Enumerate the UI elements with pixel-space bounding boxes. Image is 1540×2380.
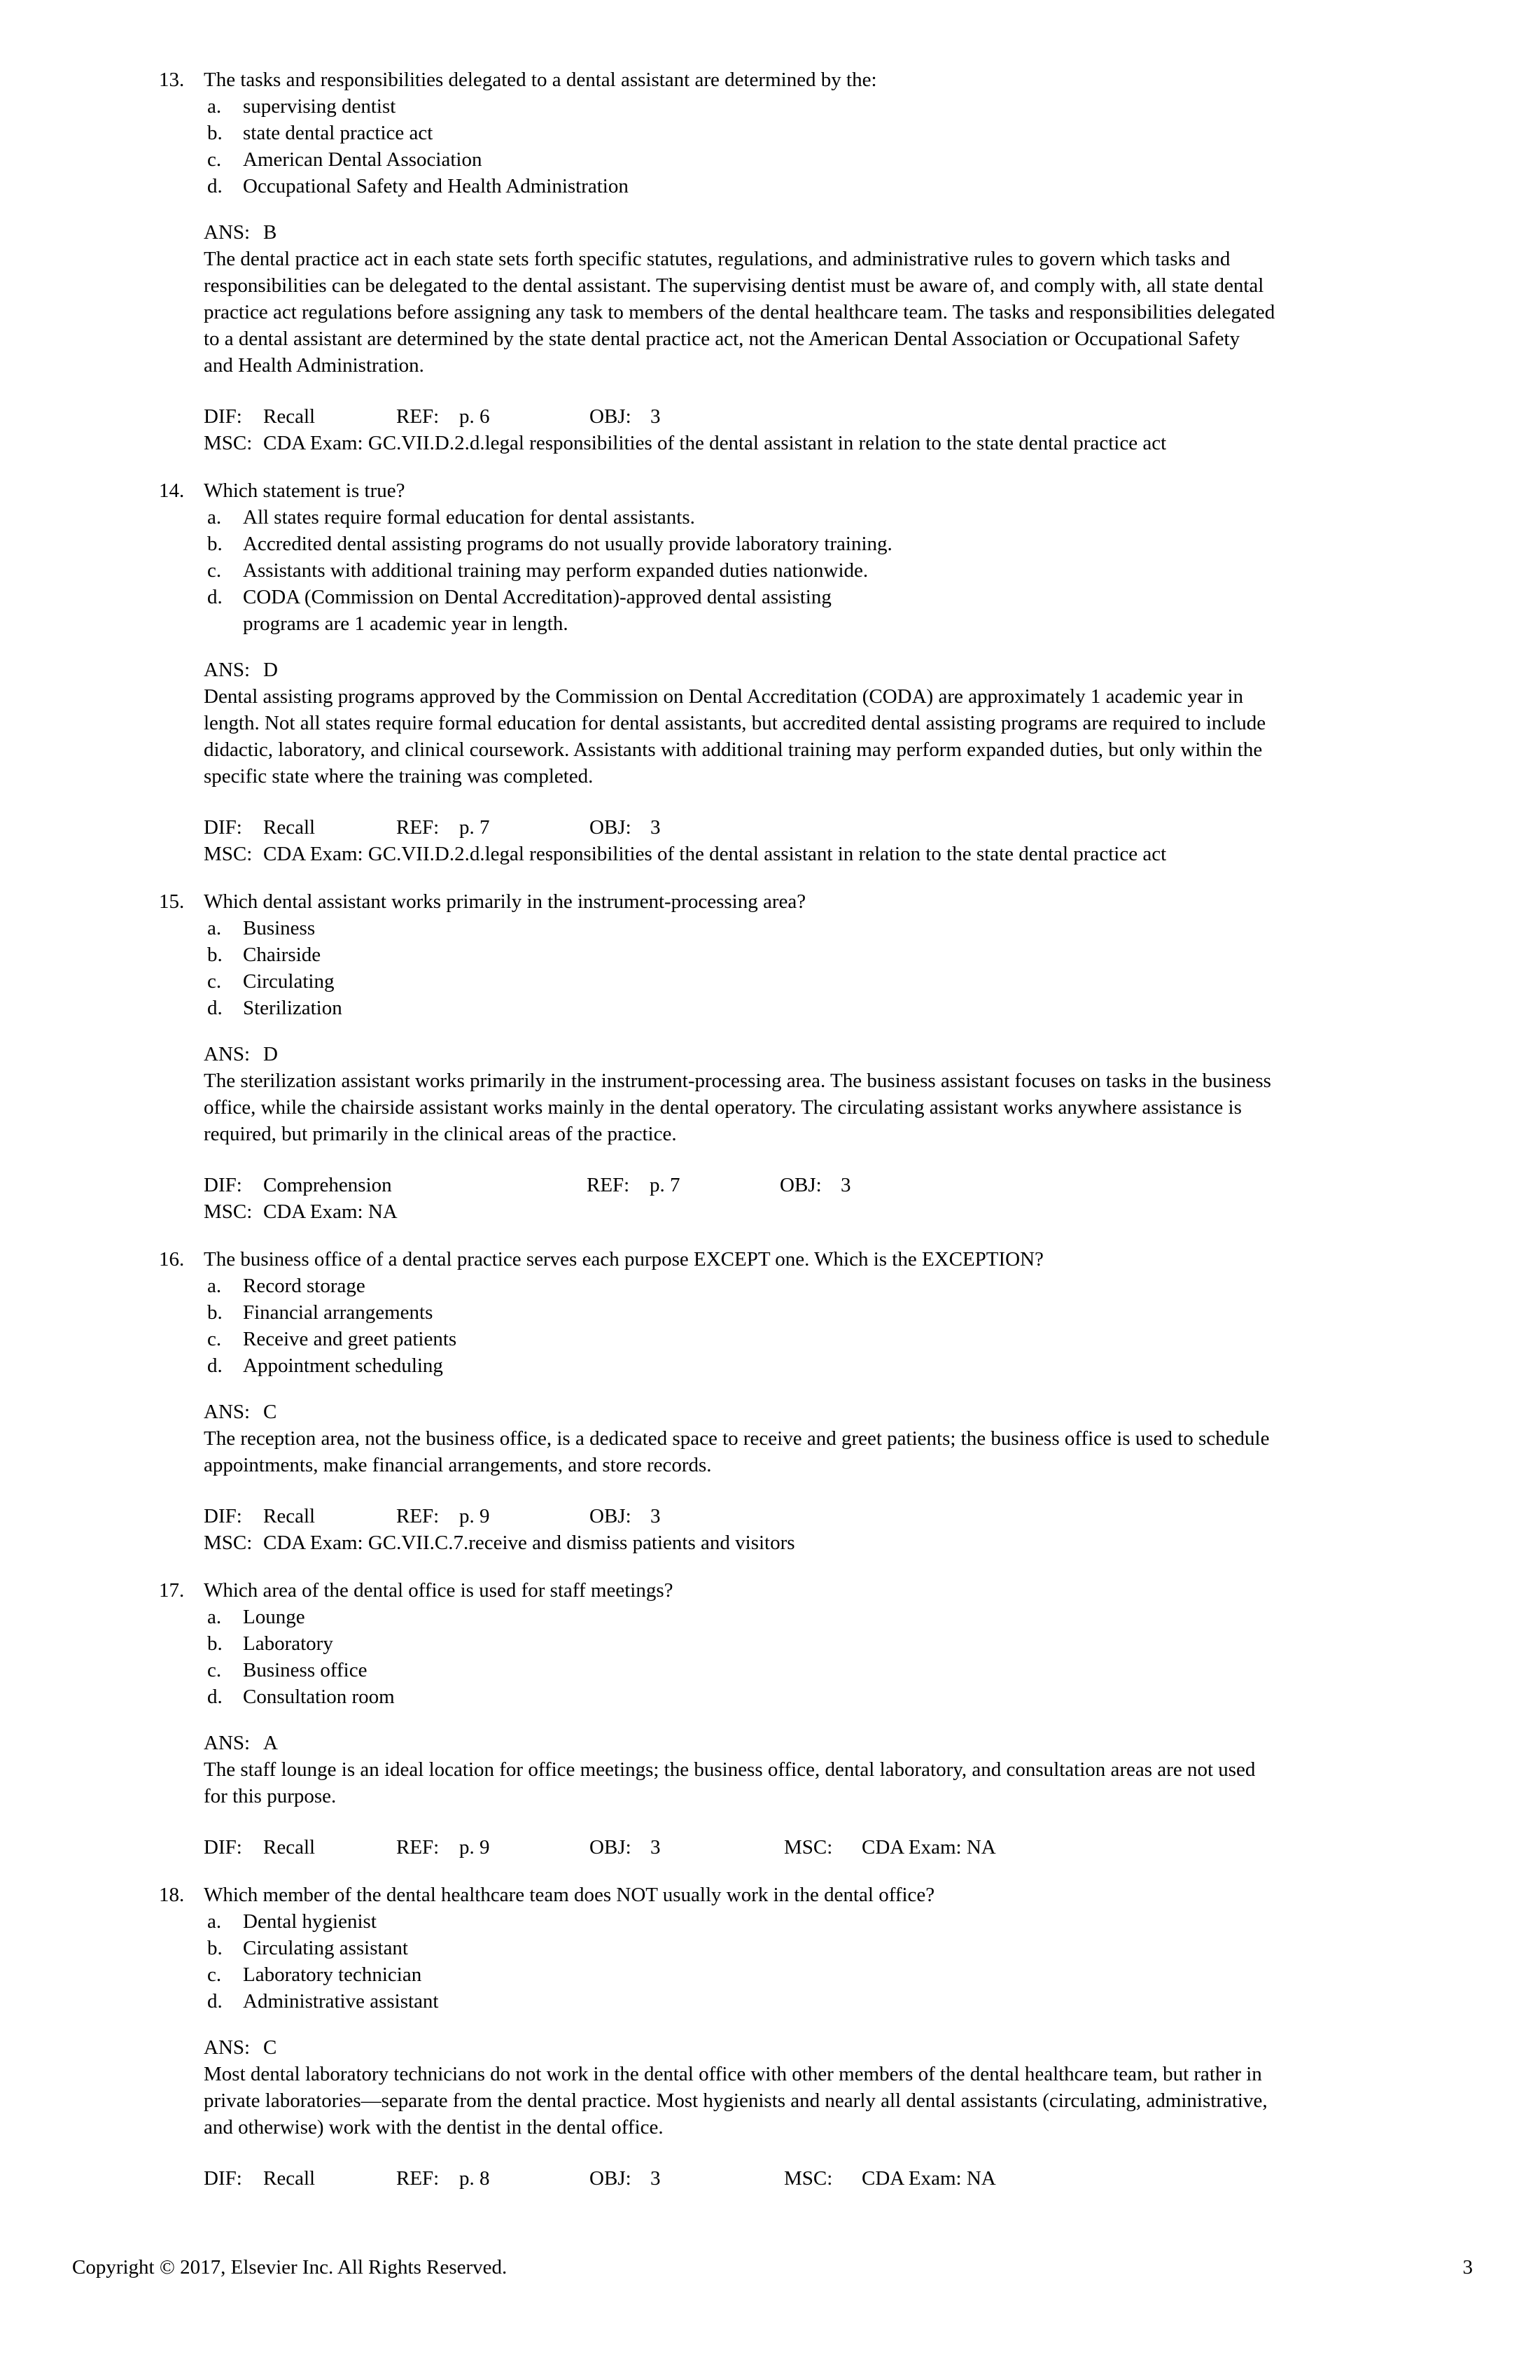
answer-value: D <box>263 1043 278 1065</box>
question-line <box>159 1882 1478 1908</box>
dif-line <box>204 403 1478 430</box>
question-text: Which dental assistant works primarily in the instrument-processing area? <box>204 890 806 913</box>
explanation-line: appointments, make financial arrangements, and store records. <box>204 1454 712 1476</box>
option-text: state dental practice act <box>243 122 433 144</box>
option-text: Business office <box>243 1659 368 1681</box>
question-number: 18. <box>159 1884 185 1906</box>
explanation-line: The sterilization assistant works primarily in the instrument-processing area. The business assistant focuses on tasks in the business <box>204 1070 1271 1092</box>
option-text: Assistants with additional training may perform expanded duties nationwide. <box>243 559 869 582</box>
dif-value: Recall <box>263 405 316 428</box>
option-letter: d. <box>207 175 223 197</box>
dif-value: Recall <box>263 2167 316 2190</box>
msc-value: CDA Exam: NA <box>263 1200 398 1223</box>
explanation-line: didactic, laboratory, and clinical coursework. Assistants with additional training may perform expanded duties, but only within the <box>204 738 1263 761</box>
option-letter: c. <box>207 1659 222 1681</box>
option-text: Consultation room <box>243 1686 395 1708</box>
question-line <box>159 66 1478 93</box>
obj-value: 3 <box>650 405 661 428</box>
page-content <box>159 66 1478 2213</box>
explanation-line: and Health Administration. <box>204 354 424 377</box>
msc-line <box>204 1198 1478 1225</box>
question-line <box>159 1246 1478 1273</box>
question-16 <box>159 1246 1478 1556</box>
msc-line <box>204 430 1478 456</box>
option-continuation: programs are 1 academic year in length. <box>243 612 568 635</box>
answer-line <box>204 219 1478 246</box>
explanation-line: specific state where the training was completed. <box>204 765 594 788</box>
option-text: Chairside <box>243 944 321 966</box>
option-text: Accredited dental assisting programs do not usually provide laboratory training. <box>243 533 892 555</box>
option-letter: a. <box>207 917 222 939</box>
ref-label: REF: <box>396 2167 440 2190</box>
question-text: Which statement is true? <box>204 479 405 502</box>
option-letter: d. <box>207 997 223 1019</box>
answer-label: ANS: <box>204 2036 251 2059</box>
question-text: Which area of the dental office is used for staff meetings? <box>204 1579 673 1602</box>
option-letter: d. <box>207 1686 223 1708</box>
obj-value: 3 <box>841 1174 851 1196</box>
option-letter: c. <box>207 1963 222 1986</box>
answer-value: C <box>263 2036 277 2059</box>
option-letter: b. <box>207 533 223 555</box>
option-row <box>204 173 1478 200</box>
option-row <box>204 557 1478 584</box>
answer-line <box>204 2034 1478 2061</box>
dif-line <box>204 2165 1478 2192</box>
dif-label: DIF: <box>204 1836 242 1858</box>
option-row <box>204 1935 1478 1961</box>
obj-label: OBJ: <box>589 2167 631 2190</box>
explanation-line: Dental assisting programs approved by the Commission on Dental Accreditation (CODA) are approximately 1 academic year in <box>204 685 1244 708</box>
option-letter: b. <box>207 944 223 966</box>
option-text: Occupational Safety and Health Administration <box>243 175 629 197</box>
option-row <box>204 1299 1478 1326</box>
question-line <box>159 1577 1478 1604</box>
question-text: The business office of a dental practice serves each purpose EXCEPT one. Which is the EXCEPTION? <box>204 1248 1044 1270</box>
option-row <box>204 531 1478 557</box>
dif-label: DIF: <box>204 1174 242 1196</box>
dif-line <box>204 1503 1478 1530</box>
explanation-line: length. Not all states require formal education for dental assistants, but accredited dental assisting programs are required to include <box>204 712 1266 734</box>
msc-value: CDA Exam: GC.VII.D.2.d.legal responsibilities of the dental assistant in relation to the state dental practice act <box>263 843 1167 865</box>
option-row <box>204 1908 1478 1935</box>
explanation-line: private laboratories—separate from the dental practice. Most hygienists and nearly all dental assistants (circulating, administrative, <box>204 2090 1268 2112</box>
option-text: American Dental Association <box>243 148 482 171</box>
dif-value: Comprehension <box>263 1174 392 1196</box>
question-14 <box>159 477 1478 867</box>
option-letter: d. <box>207 1990 223 2012</box>
obj-value: 3 <box>650 2167 661 2190</box>
explanation-line: office, while the chairside assistant works mainly in the dental operatory. The circulating assistant works anywhere assistance is <box>204 1096 1242 1119</box>
question-number: 14. <box>159 479 185 502</box>
ref-label: REF: <box>396 816 440 839</box>
explanation-line: The reception area, not the business office, is a dedicated space to receive and greet patients; the business office is used to schedule <box>204 1427 1270 1450</box>
answer-label: ANS: <box>204 659 251 681</box>
option-row <box>204 1684 1478 1710</box>
dif-label: DIF: <box>204 405 242 428</box>
explanation-line: Most dental laboratory technicians do not work in the dental office with other members of the dental healthcare team, but rather in <box>204 2063 1262 2085</box>
option-letter: b. <box>207 1937 223 1959</box>
option-row <box>204 1326 1478 1352</box>
msc-label: MSC: <box>204 1532 253 1554</box>
msc-value: CDA Exam: GC.VII.C.7.receive and dismiss patients and visitors <box>263 1532 795 1554</box>
option-text: All states require formal education for dental assistants. <box>243 506 695 528</box>
answer-line <box>204 657 1478 683</box>
obj-value: 3 <box>650 1836 661 1858</box>
obj-label: OBJ: <box>589 816 631 839</box>
explanation-line: responsibilities can be delegated to the dental assistant. The supervising dentist must be aware of, and comply with, all state dental <box>204 274 1264 297</box>
option-row <box>204 1352 1478 1379</box>
option-row <box>204 1630 1478 1657</box>
option-text: Record storage <box>243 1275 365 1297</box>
option-text: Financial arrangements <box>243 1301 433 1324</box>
option-letter: d. <box>207 586 223 608</box>
question-18 <box>159 1882 1478 2192</box>
option-row <box>204 1657 1478 1684</box>
explanation-line: and otherwise) work with the dentist in the dental office. <box>204 2116 664 2138</box>
answer-value: B <box>263 221 277 244</box>
option-text: Sterilization <box>243 997 342 1019</box>
option-letter: b. <box>207 122 223 144</box>
option-row <box>204 941 1478 968</box>
dif-value: Recall <box>263 1505 316 1527</box>
option-row <box>204 968 1478 995</box>
option-letter: a. <box>207 1910 222 1933</box>
explanation-line: to a dental assistant are determined by the state dental practice act, not the American Dental Association or Occupational Safety <box>204 328 1240 350</box>
answer-value: D <box>263 659 278 681</box>
question-text: The tasks and responsibilities delegated to a dental assistant are determined by the: <box>204 69 877 91</box>
option-row <box>204 1961 1478 1988</box>
msc-value: CDA Exam: NA <box>862 1836 996 1858</box>
option-text: Laboratory <box>243 1632 333 1655</box>
option-letter: a. <box>207 1275 222 1297</box>
ref-label: REF: <box>396 405 440 428</box>
dif-label: DIF: <box>204 816 242 839</box>
dif-label: DIF: <box>204 1505 242 1527</box>
question-line <box>159 888 1478 915</box>
dif-label: DIF: <box>204 2167 242 2190</box>
option-letter: b. <box>207 1632 223 1655</box>
dif-line <box>204 1172 1478 1198</box>
question-number: 15. <box>159 890 185 913</box>
ref-value: p. 9 <box>459 1836 490 1858</box>
msc-label: MSC: <box>784 1836 833 1858</box>
option-text: Receive and greet patients <box>243 1328 457 1350</box>
msc-label: MSC: <box>204 843 253 865</box>
obj-label: OBJ: <box>589 1836 631 1858</box>
msc-value: CDA Exam: GC.VII.D.2.d.legal responsibilities of the dental assistant in relation to the state dental practice act <box>263 432 1167 454</box>
msc-label: MSC: <box>204 432 253 454</box>
question-17 <box>159 1577 1478 1861</box>
explanation-line: The dental practice act in each state sets forth specific statutes, regulations, and administrative rules to govern which tasks and <box>204 248 1231 270</box>
msc-line <box>204 841 1478 867</box>
answer-value: A <box>263 1732 278 1754</box>
question-number: 13. <box>159 69 185 91</box>
option-letter: c. <box>207 559 222 582</box>
dif-value: Recall <box>263 1836 316 1858</box>
ref-value: p. 7 <box>650 1174 680 1196</box>
obj-label: OBJ: <box>589 405 631 428</box>
explanation-line: for this purpose. <box>204 1785 337 1807</box>
answer-line <box>204 1041 1478 1068</box>
option-letter: a. <box>207 1606 222 1628</box>
ref-label: REF: <box>396 1505 440 1527</box>
question-text: Which member of the dental healthcare team does NOT usually work in the dental office? <box>204 1884 935 1906</box>
obj-value: 3 <box>650 816 661 839</box>
explanation-line: practice act regulations before assigning any task to members of the dental healthcare team. The tasks and responsibilities delegated <box>204 301 1275 323</box>
option-text: supervising dentist <box>243 95 396 118</box>
option-letter: c. <box>207 1328 222 1350</box>
obj-label: OBJ: <box>589 1505 631 1527</box>
question-number: 16. <box>159 1248 185 1270</box>
option-letter: a. <box>207 506 222 528</box>
option-row <box>204 584 1478 610</box>
option-text: Laboratory technician <box>243 1963 422 1986</box>
option-text: Appointment scheduling <box>243 1354 443 1377</box>
explanation-line: required, but primarily in the clinical areas of the practice. <box>204 1123 677 1145</box>
option-text: Business <box>243 917 316 939</box>
answer-label: ANS: <box>204 1732 251 1754</box>
option-text: Circulating assistant <box>243 1937 408 1959</box>
option-text: CODA (Commission on Dental Accreditation)-approved dental assisting <box>243 586 832 608</box>
ref-value: p. 6 <box>459 405 490 428</box>
option-letter: c. <box>207 970 222 993</box>
option-letter: a. <box>207 95 222 118</box>
ref-label: REF: <box>587 1174 630 1196</box>
option-row <box>204 1988 1478 2015</box>
option-text: Dental hygienist <box>243 1910 377 1933</box>
obj-value: 3 <box>650 1505 661 1527</box>
answer-line <box>204 1730 1478 1756</box>
question-15 <box>159 888 1478 1225</box>
question-number: 17. <box>159 1579 185 1602</box>
dif-value: Recall <box>263 816 316 839</box>
ref-label: REF: <box>396 1836 440 1858</box>
option-text: Circulating <box>243 970 335 993</box>
ref-value: p. 9 <box>459 1505 490 1527</box>
copyright-text: Copyright © 2017, Elsevier Inc. All Rights Reserved. <box>72 2256 507 2278</box>
option-text: Administrative assistant <box>243 1990 439 2012</box>
question-line <box>159 477 1478 504</box>
option-row <box>204 504 1478 531</box>
ref-value: p. 7 <box>459 816 490 839</box>
option-row <box>204 146 1478 173</box>
option-letter: b. <box>207 1301 223 1324</box>
option-row <box>204 1273 1478 1299</box>
msc-line <box>204 1530 1478 1556</box>
dif-line <box>204 814 1478 841</box>
option-row <box>204 995 1478 1021</box>
option-letter: d. <box>207 1354 223 1377</box>
page-number: 3 <box>1462 2256 1473 2278</box>
option-row <box>204 1604 1478 1630</box>
explanation-line: The staff lounge is an ideal location for office meetings; the business office, dental laboratory, and consultation areas are not used <box>204 1758 1256 1781</box>
answer-value: C <box>263 1401 277 1423</box>
msc-label: MSC: <box>204 1200 253 1223</box>
answer-label: ANS: <box>204 221 251 244</box>
answer-label: ANS: <box>204 1043 251 1065</box>
option-row <box>204 915 1478 941</box>
msc-value: CDA Exam: NA <box>862 2167 996 2190</box>
option-row <box>204 93 1478 120</box>
answer-label: ANS: <box>204 1401 251 1423</box>
question-13 <box>159 66 1478 456</box>
ref-value: p. 8 <box>459 2167 490 2190</box>
answer-line <box>204 1399 1478 1425</box>
msc-label: MSC: <box>784 2167 833 2190</box>
option-row <box>204 120 1478 146</box>
option-letter: c. <box>207 148 222 171</box>
option-text: Lounge <box>243 1606 305 1628</box>
dif-line <box>204 1834 1478 1861</box>
obj-label: OBJ: <box>780 1174 822 1196</box>
